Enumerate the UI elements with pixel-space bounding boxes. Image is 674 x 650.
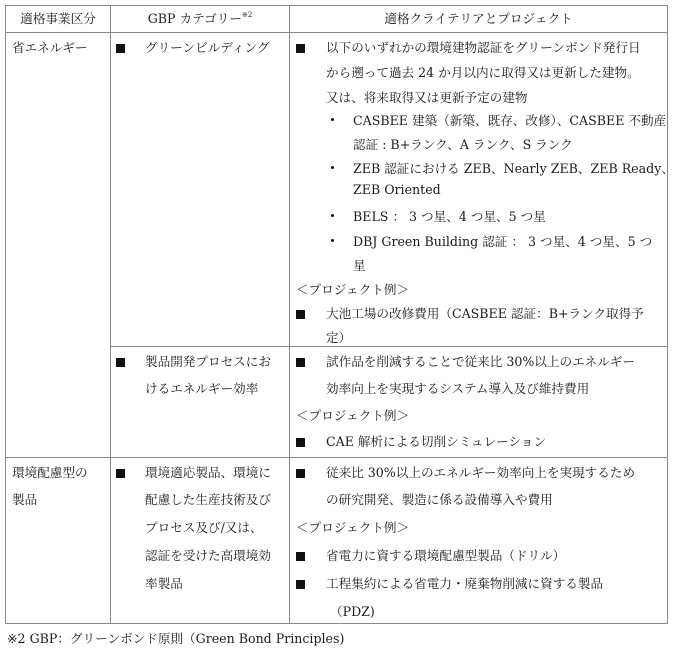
- project-example: 工程集約による省電力・廃棄物削減に資する製品: [326, 576, 604, 591]
- criteria-line: 効率向上を実現するシステム導入及び維持費用: [326, 381, 590, 396]
- certification-item-casbee: CASBEE 建築（新築、既存、改修）、CASBEE 不動産: [353, 113, 667, 128]
- header-criteria-projects: 適格クライテリアとプロジェクト: [384, 11, 573, 26]
- project-example: 省電力に資する環境配慮型製品（ドリル）: [326, 548, 566, 563]
- criteria-line: 又は、将来取得又は更新予定の建物: [326, 90, 528, 105]
- footnote-marker: ※2: [241, 11, 253, 19]
- project-example-heading: ＜プロジェクト例＞: [296, 408, 410, 423]
- certification-item-casbee-cont: 認証 : B+ランク、A ランク、S ランク: [353, 137, 573, 152]
- column-divider-1: [110, 5, 111, 624]
- header-gbp-category: [111, 5, 289, 32]
- certification-item-bels: BELS ： 3 つ星、4 つ星、5 つ星: [353, 209, 546, 224]
- bullet-square: [296, 552, 305, 561]
- header-gbp-category-label: GBP カテゴリー: [147, 11, 242, 26]
- bullet-square: [296, 310, 305, 319]
- table-left-border: [5, 5, 6, 624]
- criteria-line: から遡って過去 24 か月以内に取得又は更新した建物。: [326, 65, 640, 80]
- column-divider-2: [289, 5, 290, 624]
- footnote: ※2 GBP：グリーンボンド原則（Green Bond Principles): [7, 631, 345, 646]
- bullet-dot: [331, 118, 334, 121]
- table-right-border: [667, 5, 668, 624]
- project-example-heading: ＜プロジェクト例＞: [296, 282, 410, 297]
- bullet-square: [116, 469, 125, 478]
- bullet-square: [296, 580, 305, 589]
- bullet-square: [116, 358, 125, 367]
- table-bottom-border: [5, 623, 668, 624]
- row-divider-env: [5, 457, 668, 458]
- criteria-line: 試作品を削減することで従来比 30%以上のエネルギー: [326, 354, 636, 369]
- project-example-heading: ＜プロジェクト例＞: [296, 520, 410, 535]
- business-category-eco-products: 環境配慮型の: [12, 465, 88, 480]
- header-bottom-border: [5, 32, 668, 33]
- certification-item-zeb-cont: ZEB Oriented: [353, 182, 441, 197]
- gbp-category-eco-efficient-cont: 認証を受けた高環境効: [145, 548, 271, 563]
- bullet-dot: [331, 239, 334, 242]
- bullet-square: [296, 358, 305, 367]
- project-example: CAE 解析による切削シミュレーション: [326, 434, 547, 449]
- bullet-dot: [331, 166, 334, 169]
- certification-item-dbj: DBJ Green Building 認証 ： 3 つ星、4 つ星、5 つ: [353, 234, 653, 249]
- criteria-line: 以下のいずれかの環境建物認証をグリーンボンド発行日: [326, 40, 641, 55]
- bullet-square: [116, 44, 125, 53]
- certification-item-dbj-cont: 星: [353, 258, 366, 273]
- gbp-category-eco-efficient-cont: 率製品: [145, 576, 183, 591]
- gbp-category-process-efficiency: 製品開発プロセスにお: [145, 354, 271, 369]
- gbp-category-eco-efficient-cont: 配慮した生産技術及び: [145, 492, 271, 507]
- bullet-square: [296, 469, 305, 478]
- gbp-category-eco-efficient-cont: プロセス及び/又は、: [145, 520, 263, 535]
- criteria-line: 従来比 30%以上のエネルギー効率向上を実現するため: [326, 465, 636, 480]
- certification-item-zeb: ZEB 認証における ZEB、Nearly ZEB、ZEB Ready、: [353, 161, 674, 176]
- project-example-cont: （PDZ): [330, 604, 375, 619]
- gbp-category-eco-efficient: 環境適応製品、環境に: [145, 465, 271, 480]
- business-category-eco-products-cont: 製品: [12, 492, 38, 507]
- bullet-square: [296, 438, 305, 447]
- business-category-energy: 省エネルギー: [12, 40, 88, 55]
- row-divider-cat2: [110, 346, 668, 347]
- header-business-category: 適格事業区分: [20, 11, 96, 26]
- bullet-dot: [331, 214, 334, 217]
- gbp-category-green-building: グリーンビルディング: [145, 40, 270, 55]
- gbp-category-process-efficiency-cont: けるエネルギー効率: [145, 381, 259, 396]
- project-example: 大池工場の改修費用（CASBEE 認証：B+ランク取得予: [326, 306, 644, 321]
- project-example-cont: 定）: [326, 330, 352, 345]
- bullet-square: [296, 44, 305, 53]
- criteria-line: の研究開発、製造に係る設備導入や費用: [326, 492, 553, 507]
